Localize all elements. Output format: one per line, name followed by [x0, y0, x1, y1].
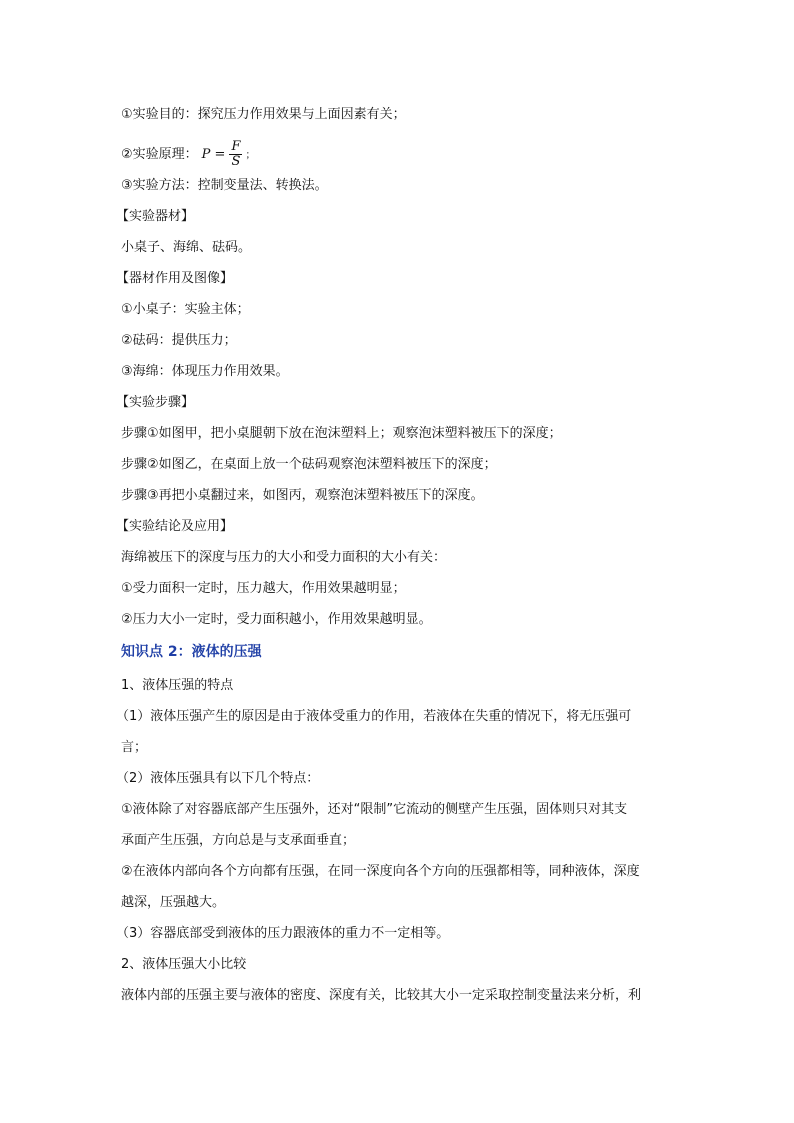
role-sponge: ③海绵：体现压力作用效果。 — [121, 364, 289, 379]
formula-numerator: F — [231, 139, 241, 154]
feature-2a-line-1: ①液体除了对容器底部产生压强外，还对“限制”它流动的侧壁产生压强，固体则只对其支 — [121, 802, 628, 817]
feature-2b-line-2: 越深，压强越大。 — [121, 895, 226, 910]
conclusion-2: ②压力大小一定时，受力面积越小，作用效果越明显。 — [121, 612, 432, 627]
section-conclusion: 【实验结论及应用】 — [116, 519, 234, 534]
subheading-pressure-comparison: 2、液体压强大小比较 — [121, 957, 247, 972]
feature-2: （2）液体压强具有以下几个特点： — [116, 771, 320, 786]
section-steps: 【实验步骤】 — [116, 395, 195, 410]
feature-2a-line-2: 承面产生压强，方向总是与支承面垂直； — [121, 833, 356, 848]
formula-tail: ； — [245, 150, 256, 161]
conclusion-summary: 海绵被压下的深度与压力的大小和受力面积的大小有关： — [121, 550, 447, 565]
role-weight: ②砝码：提供压力； — [121, 333, 237, 348]
feature-2b-line-1: ②在液体内部向各个方向都有压强，在同一深度向各个方向的压强都相等，同种液体，深度 — [121, 864, 640, 879]
experiment-purpose: ①实验目的：探究压力作用效果与上面因素有关； — [121, 107, 406, 122]
comparison-text: 液体内部的压强主要与液体的密度、深度有关，比较其大小一定采取控制变量法来分析，利 — [121, 988, 642, 1003]
equipment-list: 小桌子、海绵、砝码。 — [121, 240, 252, 255]
experiment-method: ③实验方法：控制变量法、转换法。 — [121, 178, 328, 193]
pressure-formula — [202, 140, 256, 169]
subheading-liquid-pressure-features: 1、液体压强的特点 — [121, 678, 234, 693]
formula-denominator: S — [231, 154, 241, 169]
formula-lhs: P = — [201, 147, 226, 162]
section-equipment-roles: 【器材作用及图像】 — [116, 271, 234, 286]
feature-1-line-2: 言； — [121, 740, 148, 755]
experiment-principle — [121, 140, 255, 169]
conclusion-1: ①受力面积一定时，压力越大，作用效果越明显； — [121, 581, 406, 596]
step-3: 步骤③再把小桌翻过来，如图丙，观察泡沫塑料被压下的深度。 — [121, 488, 484, 503]
step-1: 步骤①如图甲，把小桌腿朝下放在泡沫塑料上；观察泡沫塑料被压下的深度； — [121, 426, 562, 441]
feature-1-line-1: （1）液体压强产生的原因是由于液体受重力的作用，若液体在失重的情况下，将无压强可 — [116, 709, 632, 724]
feature-3: （3）容器底部受到液体的压力跟液体的重力不一定相等。 — [116, 926, 450, 941]
formula-fraction — [229, 140, 242, 169]
step-2: 步骤②如图乙，在桌面上放一个砝码观察泡沫塑料被压下的深度； — [121, 457, 497, 472]
role-table: ①小桌子：实验主体； — [121, 302, 250, 317]
section-equipment: 【实验器材】 — [116, 209, 195, 224]
principle-label: ②实验原理： — [121, 147, 198, 162]
knowledge-point-2-heading: 知识点 2：液体的压强 — [121, 644, 262, 660]
